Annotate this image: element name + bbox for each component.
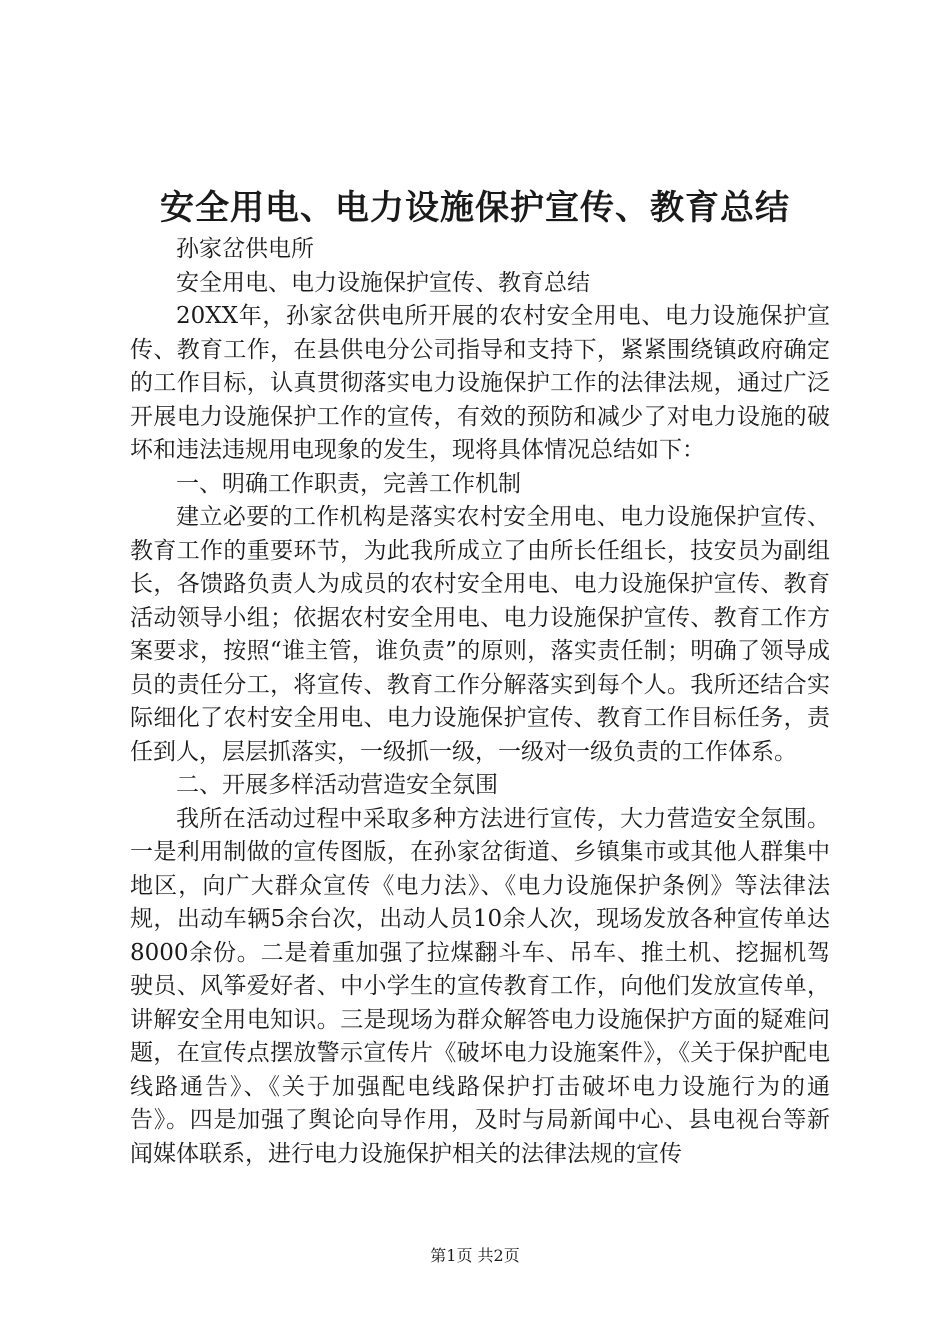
document-title: 安全用电、电力设施保护宣传、教育总结: [160, 188, 790, 228]
document-body: [130, 233, 830, 1171]
organization-name: 孙家岔供电所: [176, 236, 314, 262]
section-heading-2: 二、开展多样活动营造安全氛围: [176, 772, 498, 798]
subtitle: 安全用电、电力设施保护宣传、教育总结: [176, 269, 590, 296]
section-heading-1: 一、明确工作职责，完善工作机制: [176, 470, 521, 497]
page-footer: 第1页 共2页: [430, 1246, 520, 1265]
section-2-paragraph: 我所在活动过程中采取多种方法进行宣传，大力营造安全氛围。一是利用制做的宣传图版，在孙家岔街道、乡镇集市或其他人群集中地区，向广大群众宣传《电力法》、《电力设施保护条例》等法律法规，出动车辆5余台次，出动人员10余人次，现场发放各种宣传单达8000余份。二是着重加强了拉煤翻斗车、吊车、推土机、挖掘机驾驶员、风筝爱好者、中小学生的宣传教育工作，向他们发放宣传单，讲解安全用电知识。三是现场为群众解答电力设施保护方面的疑难问题，在宣传点摆放警示宣传片《破坏电力设施案件》，《关于保护配电线路通告》、《关于加强配电线路保护打击破坏电力设施行为的通告》。四是加强了舆论向导作用，及时与局新闻中心、县电视台等新闻媒体联系，进行电力设施保护相关的法律法规的宣传: [130, 805, 830, 1167]
section-1-paragraph: 建立必要的工作机构是落实农村安全用电、电力设施保护宣传、教育工作的重要环节，为此我所成立了由所长任组长，技安员为副组长，各馈路负责人为成员的农村安全用电、电力设施保护宣传、教育活动领导小组；依据农村安全用电、电力设施保护宣传、教育工作方案要求，按照“谁主管，谁负责”的原则，落实责任制；明确了领导成员的责任分工，将宣传、教育工作分解落实到每个人。我所还结合实际细化了农村安全用电、电力设施保护宣传、教育工作目标任务，责任到人，层层抓落实，一级抓一级，一级对一级负责的工作体系。: [130, 504, 830, 765]
intro-paragraph: 20XX年，孙家岔供电所开展的农村安全用电、电力设施保护宣传、教育工作，在县供电分公司指导和支持下，紧紧围绕镇政府确定的工作目标，认真贯彻落实电力设施保护工作的法律法规，通过广泛开展电力设施保护工作的宣传，有效的预防和减少了对电力设施的破坏和违法违规用电现象的发生，现将具体情况总结如下：: [130, 303, 830, 463]
